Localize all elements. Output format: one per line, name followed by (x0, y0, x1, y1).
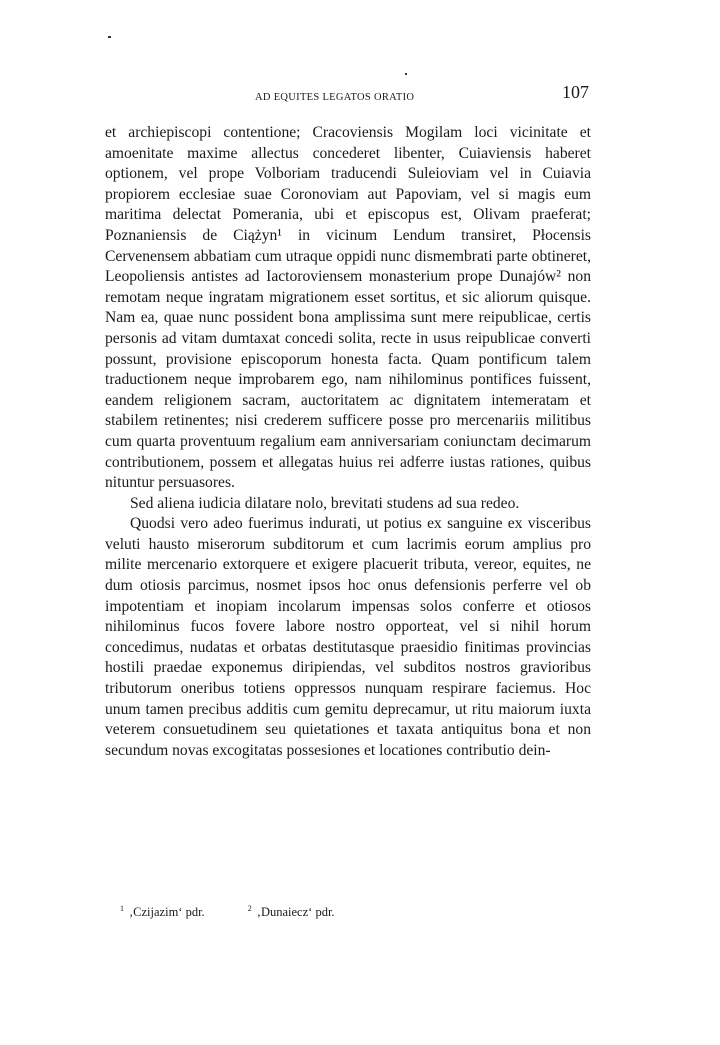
running-header: AD EQUITES LEGATOS ORATIO (255, 92, 415, 103)
page-speck (405, 73, 407, 75)
footnote-text: ‚Dunaiecz‘ pdr. (256, 905, 335, 920)
footnote-mark: 1 (120, 904, 124, 913)
paragraph: Sed aliena iudicia dilatare nolo, brevitati studens ad sua redeo. (130, 494, 520, 512)
paragraph: Quodsi vero adeo fuerimus indurati, ut potius ex sanguine ex visceribus veluti hausto miserorum subditorum et cum lacrimis eorum amplius pro milite mercenario extorquere et exigere placuerit tributa, vereor, equites, ne dum otiosis parcimus, nosmet ipsos hoc onus defensionis perferre vel ob impotentiam et inopiam incolarum impensas solos conferre et otiosos nihilominus fucos fovere labore nostro opporteat, vel si nihil horum concedimus, nudatas et orbatas destitutasque praesidio finitimas provincias hostili praedae exponemus diripiendas, vel subditos nostros gravioribus tributorum oneribus totiens oppressos nunquam respirare faciemus. Hoc unum tamen precibus additis cum gemitu deprecamur, ut ritu maiorum iuxta veterem consuetudinem seu quietationes et taxata antiquitus bona et non secundum novas excogitatas possesiones et locationes contributio dein- (105, 515, 591, 759)
page-speck (108, 36, 111, 38)
footnote (120, 904, 205, 920)
footnote-text: ‚Czijazim‘ pdr. (129, 905, 205, 920)
paragraph: et archiepiscopi contentione; Cracoviensis Mogilam loci vicinitate et amoenitate maxime allectus concederet libenter, Cuiaviensis haberet optionem, vel prope Volboriam traducendi Suleioviam vel in Cuiavia propiorem ecclesiae suae Coronoviam aut Papoviam, vel si magis eum maritima delectat Pomerania, ubi et episcopus est, Olivam praeferat; Poznaniensis de Ciążyn¹ in vicinum Lendum transiret, Płocensis Cervenensem abbatiam cum utraque oppidi nunc dismembrati parte obtineret, Leopoliensis antistes ad Iactoroviensem monasterium prope Dunajów² non remotam neque ingratam migrationem esset sortitus, et sic aliorum quisque. Nam ea, quae nunc possident bona amplissima sunt mere reipublicae, certis personis ad vitam dumtaxat concedi solita, recte in usus reipublicae converti possunt, provisione episcoporum honesta facta. Quam pontificum talem traductionem neque improbarem ego, nam nihilominus pontifices fuissent, eandem religionem sacram, auctoritatem ac dignitatem intemeratam et stabilem retinentes; nisi crederem sufficere posse pro mercenariis militibus cum quarta proventuum regalium eam anniversariam coniunctam decimarum contributionem, possem et allegatas huius rei adferre iustas rationes, quibus nituntur persuasores. (105, 124, 591, 492)
footnote-mark: 2 (247, 904, 252, 913)
page-number: 107 (562, 82, 589, 102)
footnotes (120, 904, 520, 920)
footnote (248, 904, 335, 920)
body-text (105, 123, 591, 761)
